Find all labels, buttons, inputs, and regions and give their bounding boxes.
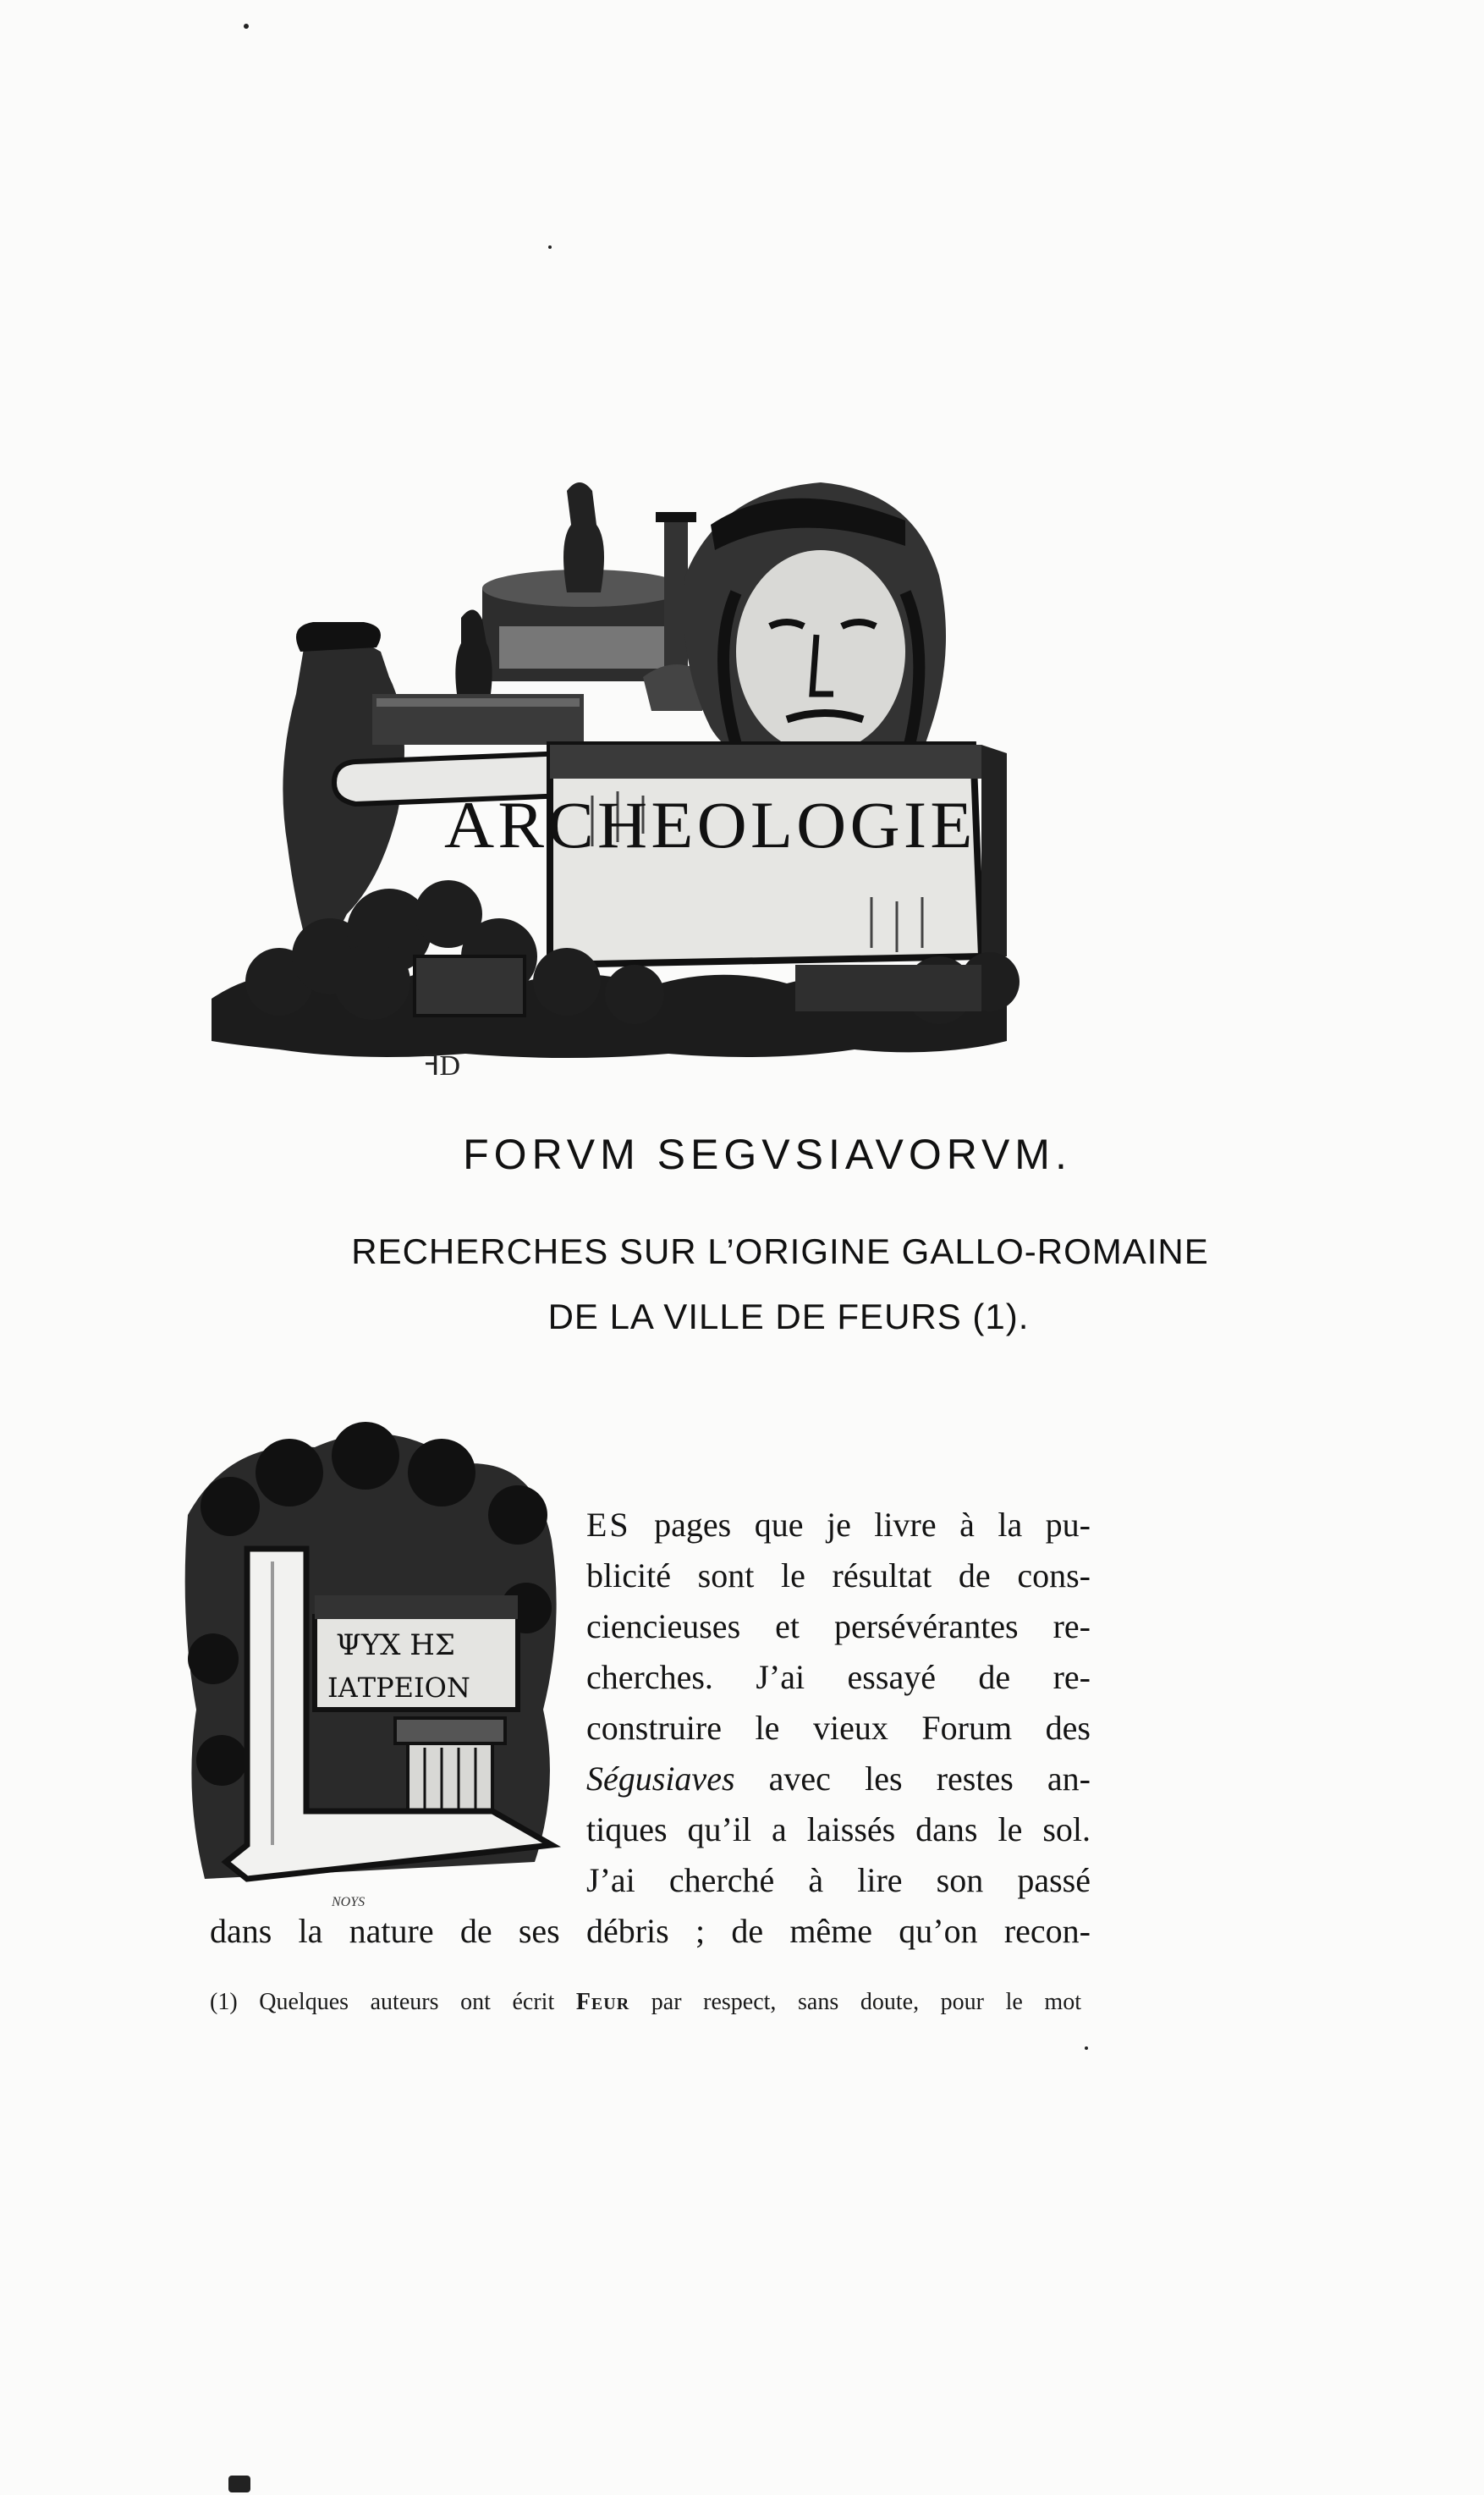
italic-word: Ségusiaves [586, 1760, 735, 1798]
archeologie-headpiece-engraving [195, 372, 1041, 1092]
body-line-1: ES pages que je livre à la pu- [586, 1506, 1091, 1544]
body-line-9: dans la nature de ses débris ; de même qu’on recon- [210, 1912, 1091, 1950]
scan-speck [1085, 2046, 1088, 2050]
body-line-8: J’ai cherché à lire son passé [586, 1861, 1091, 1899]
dropcap-continuation: ES [586, 1506, 631, 1544]
footnote-mark: (1) [210, 1989, 238, 2015]
chapter-subtitle-line-2: DE LA VILLE DE FEURS (1). [547, 1297, 1030, 1336]
scan-speck [244, 24, 249, 29]
dropcap-inscription-line-2: ΙΑΤΡΕΙΟΝ [327, 1672, 470, 1704]
footnote-feur: Feur [575, 1989, 630, 2015]
body-line-3: ciencieuses et persévérantes re- [586, 1607, 1091, 1645]
chapter-title: FORVM SEGVSIAVORVM. [463, 1131, 1072, 1178]
body-line-2: blicité sont le résultat de cons- [586, 1556, 1091, 1594]
headpiece-word: ARCHEOLOGIE [444, 788, 976, 862]
body-line-6: Ségusiaves avec les restes an- [586, 1760, 1091, 1798]
footnote: (1) Quelques auteurs ont écrit Feur par respect, sans doute, pour le mot [210, 1989, 1081, 2015]
scan-speck [548, 245, 552, 249]
dropcap-inscription-line-1: ΨΥΧ ΗΣ [336, 1628, 455, 1662]
chapter-subtitle-line-1: RECHERCHES SUR L’ORIGINE GALLO-ROMAINE [351, 1231, 1209, 1271]
scan-speck [228, 2476, 250, 2492]
body-line-7: tiques qu’il a laissés dans le sol. [586, 1810, 1091, 1848]
body-line-5: construire le vieux Forum des [586, 1709, 1091, 1747]
body-line-4: cherches. J’ai essayé de re- [586, 1658, 1091, 1696]
svg-text:ꟻD: ꟻD [423, 1050, 461, 1082]
dropcap-signature: NOYS [332, 1895, 366, 1909]
dropcap-l-illustration [179, 1405, 564, 1913]
